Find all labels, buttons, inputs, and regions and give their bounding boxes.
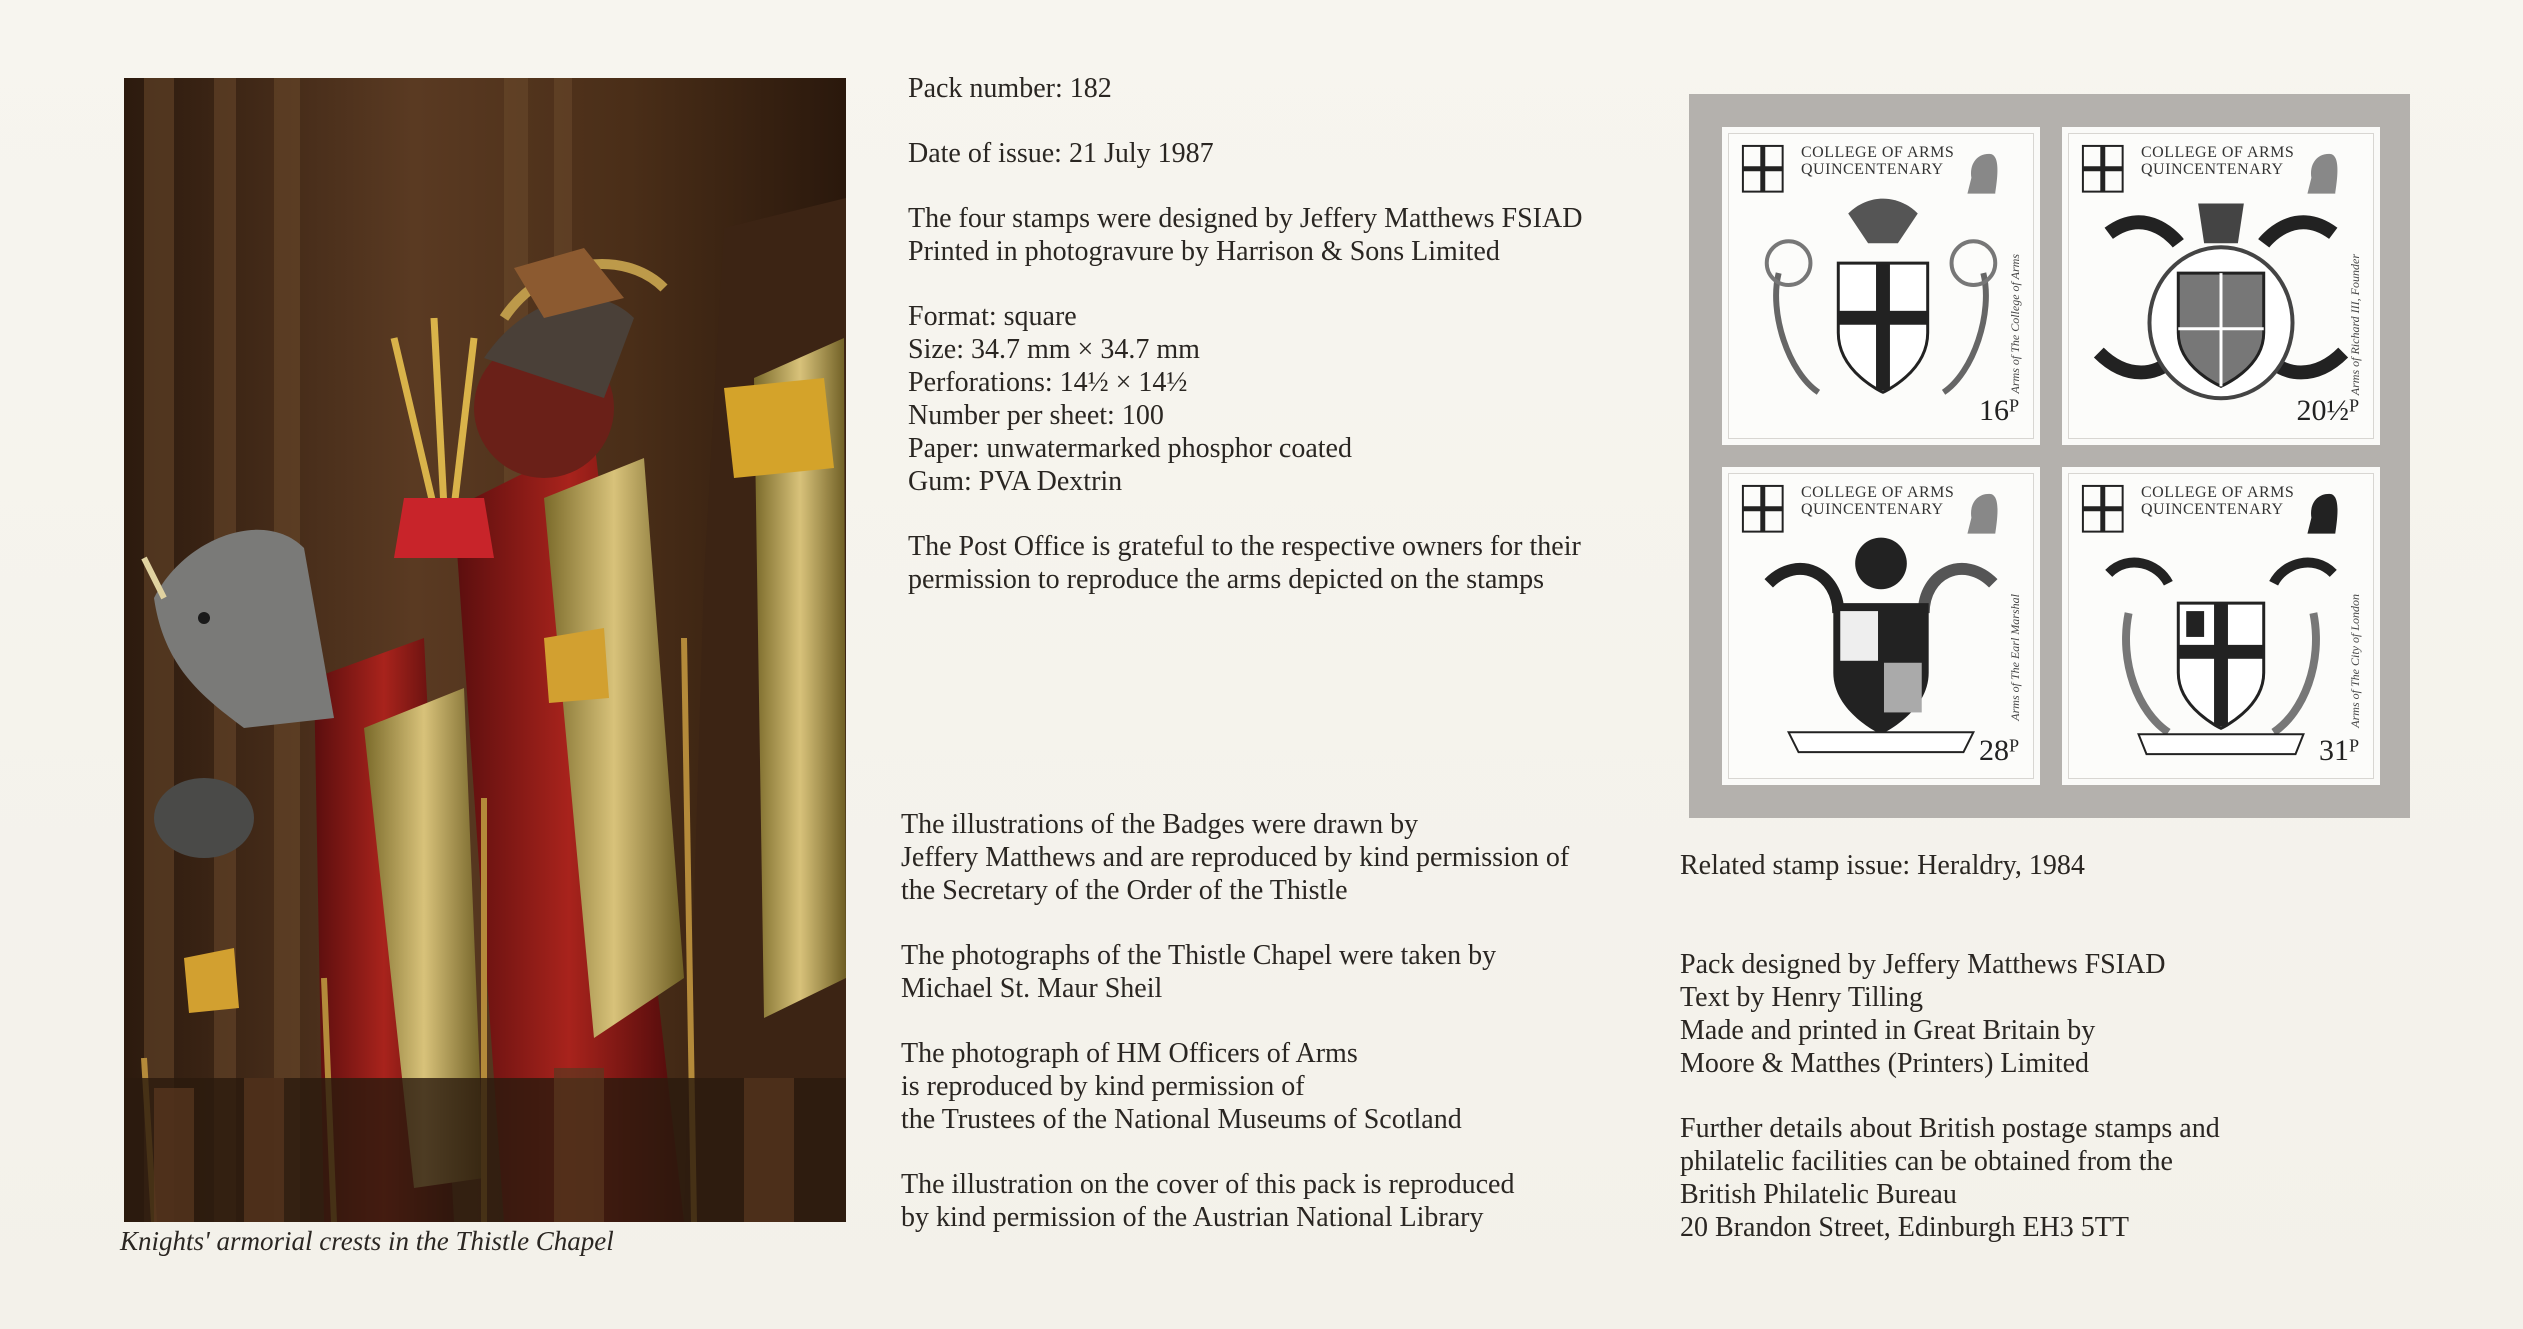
per-sheet-line: Number per sheet: 100 bbox=[908, 400, 1164, 431]
gum-line: Gum: PVA Dextrin bbox=[908, 466, 1123, 497]
thistle-chapel-photo bbox=[124, 78, 846, 1222]
stamps-panel bbox=[1689, 94, 2410, 818]
grateful-line-2: permission to reproduce the arms depicted on the stamps bbox=[908, 564, 1545, 595]
stamp-16p bbox=[1722, 127, 2040, 445]
pack-details bbox=[908, 72, 1582, 596]
photos-line-2: Michael St. Maur Sheil bbox=[901, 973, 1163, 1004]
officers-line-2: is reproduced by kind permission of bbox=[901, 1071, 1305, 1102]
badges-line-1: The illustrations of the Badges were drawn by bbox=[901, 809, 1419, 840]
stamp-31p bbox=[2062, 467, 2380, 785]
further-line-2: philatelic facilities can be obtained from the bbox=[1680, 1146, 2173, 1177]
stamp-title-line-2: QUINCENTENARY bbox=[1801, 161, 1944, 178]
thistle-chapel-illustration bbox=[124, 78, 846, 1222]
city-of-london-arms-icon bbox=[2069, 474, 2373, 778]
stamp-title-line-2: QUINCENTENARY bbox=[2141, 161, 2284, 178]
made-line-2: Moore & Matthes (Printers) Limited bbox=[1680, 1048, 2090, 1079]
stamp-arms-caption: Arms of Richard III, Founder bbox=[2348, 254, 2362, 396]
college-of-arms-icon bbox=[1729, 134, 2033, 438]
stamp-28p bbox=[1722, 467, 2040, 785]
printer-line: Printed in photogravure by Harrison & Sons Limited bbox=[908, 236, 1500, 267]
date-of-issue: Date of issue: 21 July 1987 bbox=[908, 138, 1214, 169]
stamp-arms-caption: Arms of The Earl Marshal bbox=[2008, 594, 2022, 721]
stamp-title-line-1: COLLEGE OF ARMS bbox=[1801, 484, 1955, 501]
stamp-title-line-1: COLLEGE OF ARMS bbox=[1801, 144, 1955, 161]
richard-iii-arms-icon bbox=[2069, 134, 2373, 438]
made-line-1: Made and printed in Great Britain by bbox=[1680, 1015, 2096, 1046]
stamp-arms-caption: Arms of The City of London bbox=[2348, 594, 2362, 728]
photo-caption: Knights' armorial crests in the Thistle Chapel bbox=[120, 1226, 614, 1256]
stamp-20-5p bbox=[2062, 127, 2380, 445]
officers-line-1: The photograph of HM Officers of Arms bbox=[901, 1038, 1358, 1069]
earl-marshal-arms-icon bbox=[1729, 474, 2033, 778]
badges-line-2: Jeffery Matthews and are reproduced by kind permission of bbox=[901, 842, 1570, 873]
stamp-value: 31ᴾ bbox=[2319, 734, 2359, 767]
photos-line-1: The photographs of the Thistle Chapel were taken by bbox=[901, 940, 1497, 971]
officers-line-3: the Trustees of the National Museums of Scotland bbox=[901, 1104, 1462, 1135]
cover-line-2: by kind permission of the Austrian National Library bbox=[901, 1202, 1484, 1233]
bureau-address: 20 Brandon Street, Edinburgh EH3 5TT bbox=[1680, 1212, 2129, 1243]
stamp-title-line-2: QUINCENTENARY bbox=[1801, 501, 1944, 518]
cover-line-1: The illustration on the cover of this pack is reproduced bbox=[901, 1169, 1515, 1200]
format-line: Format: square bbox=[908, 301, 1077, 332]
badges-line-3: the Secretary of the Order of the Thistle bbox=[901, 875, 1348, 906]
further-line-3: British Philatelic Bureau bbox=[1680, 1179, 1957, 1210]
further-line-1: Further details about British postage stamps and bbox=[1680, 1113, 2220, 1144]
pack-number: Pack number: 182 bbox=[908, 73, 1112, 104]
pack-designer: Pack designed by Jeffery Matthews FSIAD bbox=[1680, 949, 2166, 980]
stamp-value: 16ᴾ bbox=[1979, 394, 2019, 427]
stamp-title-line-1: COLLEGE OF ARMS bbox=[2141, 144, 2295, 161]
stamp-title-line-1: COLLEGE OF ARMS bbox=[2141, 484, 2295, 501]
stamp-title-line-2: QUINCENTENARY bbox=[2141, 501, 2284, 518]
credits-block bbox=[901, 808, 1569, 1234]
perforations-line: Perforations: 14½ × 14½ bbox=[908, 367, 1188, 398]
paper-line: Paper: unwatermarked phosphor coated bbox=[908, 433, 1352, 464]
stamp-arms-caption: Arms of The College of Arms bbox=[2008, 254, 2022, 394]
grateful-line-1: The Post Office is grateful to the respective owners for their bbox=[908, 531, 1581, 562]
stamp-value: 28ᴾ bbox=[1979, 734, 2019, 767]
designer-line: The four stamps were designed by Jeffery Matthews FSIAD bbox=[908, 203, 1583, 234]
size-line: Size: 34.7 mm × 34.7 mm bbox=[908, 334, 1200, 365]
text-author: Text by Henry Tilling bbox=[1680, 982, 1924, 1013]
related-issue: Related stamp issue: Heraldry, 1984 bbox=[1680, 850, 2085, 881]
stamp-value: 20½ᴾ bbox=[2296, 394, 2359, 427]
publisher-block bbox=[1680, 849, 2220, 1244]
